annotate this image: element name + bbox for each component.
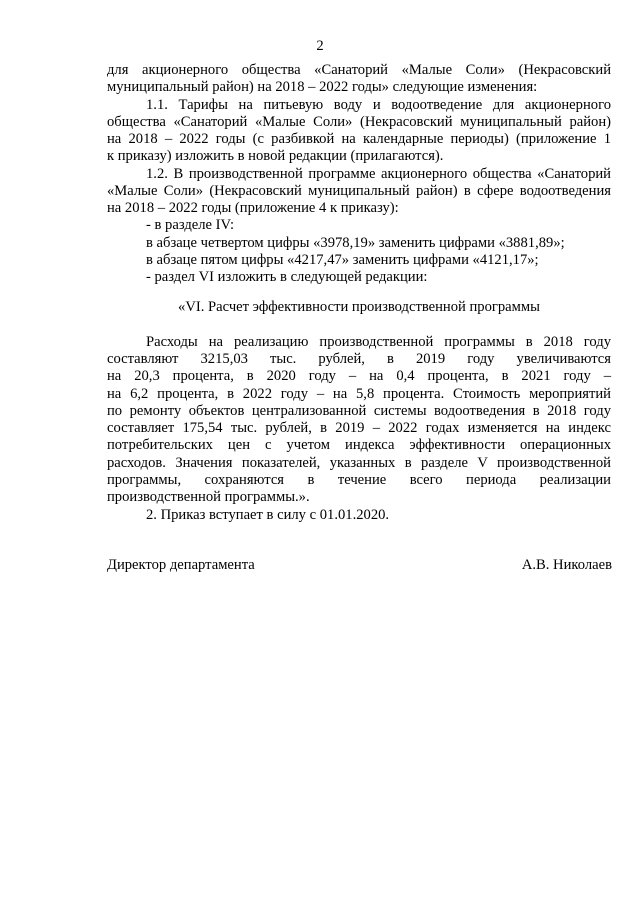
page-number: 2	[316, 38, 324, 54]
item-1-2-line: на 2018 – 2022 годы (приложение 4 к приказу):	[107, 200, 399, 216]
item-1-2-line: 1.2. В производственной программе акционерного общества «Санаторий	[146, 166, 611, 182]
section-heading: «VI. Расчет эффективности производственной программы	[178, 299, 540, 315]
intro-line: муниципальный район) на 2018 – 2022 годы» следующие изменения:	[107, 79, 538, 95]
item-1-1-line: общества «Санаторий «Малые Соли» (Некрасовский муниципальный район)	[107, 114, 611, 130]
section-body-line: Расходы на реализацию производственной программы в 2018 году	[146, 334, 611, 350]
section-body-line: производственной программы.».	[107, 489, 310, 505]
item-1-1-line: к приказу) изложить в новой редакции (прилагаются).	[107, 148, 444, 164]
intro-line: для акционерного общества «Санаторий «Малые Соли» (Некрасовский	[107, 62, 611, 78]
section-body-line: составляет 175,54 тыс. рублей, в 2019 – 2022 годах изменяется на индекс	[107, 420, 611, 436]
section-body-line: на 6,2 процента, в 2022 году – на 5,8 процента. Стоимость мероприятий	[107, 386, 611, 402]
section-body-line: потребительских цен с учетом индекса эффективности операционных	[107, 437, 611, 453]
item-1-2-line: «Малые Соли» (Некрасовский муниципальный район) в сфере водоотведения	[107, 183, 611, 199]
section-body-line: по ремонту объектов централизованной системы водоотведения в 2018 году	[107, 403, 611, 419]
signature-position: Директор департамента	[107, 557, 255, 573]
section-body-line: программы, сохраняются в течение всего периода реализации	[107, 472, 611, 488]
item-1-1-line: 1.1. Тарифы на питьевую воду и водоотведение для акционерного	[146, 97, 611, 113]
item-1-2-line: в абзаце четвертом цифры «3978,19» заменить цифрами «3881,89»;	[146, 235, 565, 251]
item-1-2-line: - раздел VI изложить в следующей редакции:	[146, 269, 428, 285]
item-1-1-line: на 2018 – 2022 годы (с разбивкой на календарные периоды) (приложение 1	[107, 131, 611, 147]
section-body-line: на 20,3 процента, в 2020 году – на 0,4 процента, в 2021 году –	[107, 368, 611, 384]
item-1-2-line: - в разделе IV:	[146, 217, 235, 233]
item-1-2-line: в абзаце пятом цифры «4217,47» заменить цифрами «4121,17»;	[146, 252, 539, 268]
signature-name: А.В. Николаев	[521, 557, 612, 573]
item-2: 2. Приказ вступает в силу с 01.01.2020.	[146, 507, 390, 523]
section-body-line: составляют 3215,03 тыс. рублей, в 2019 году увеличиваются	[107, 351, 611, 367]
section-body-line: расходов. Значения показателей, указанных в разделе V производственной	[107, 455, 611, 471]
